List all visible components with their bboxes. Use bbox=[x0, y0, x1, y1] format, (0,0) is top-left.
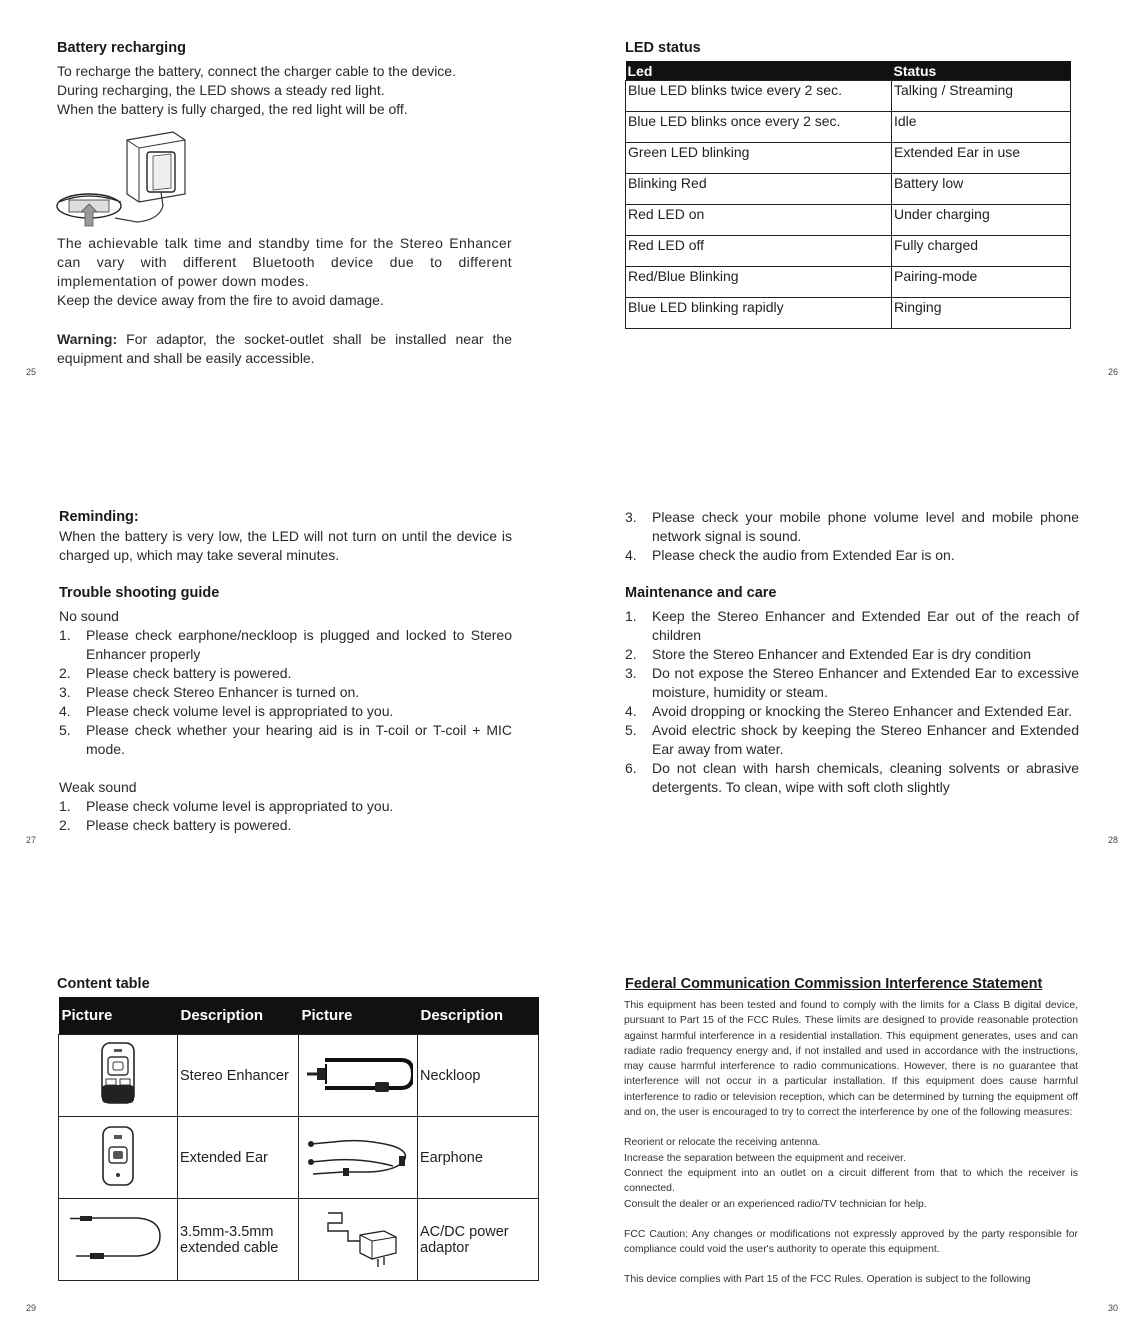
list-item: 3. Please check your mobile phone volume level and mobile phone network signal is sound. bbox=[625, 509, 1079, 544]
led-cell: Green LED blinking bbox=[626, 143, 892, 174]
list-item: 4. Please check volume level is appropriated to you. bbox=[59, 703, 394, 719]
neckloop-icon bbox=[303, 1054, 413, 1094]
neckloop-description: Neckloop bbox=[418, 1035, 539, 1117]
reminding-heading: Reminding: bbox=[59, 509, 139, 525]
table-row bbox=[626, 112, 1071, 143]
fcc-heading: Federal Communication Commission Interference Statement bbox=[625, 976, 1043, 992]
stereo-enhancer-description: Stereo Enhancer bbox=[178, 1035, 299, 1117]
warning-label: Warning: bbox=[57, 331, 118, 347]
led-status-table bbox=[625, 61, 1071, 329]
list-item: 1. Keep the Stereo Enhancer and Extended Ear out of the reach of children bbox=[625, 608, 1079, 643]
battery-recharging-text bbox=[57, 62, 527, 119]
extended-cable-icon bbox=[68, 1210, 168, 1266]
fcc-statement bbox=[624, 998, 1078, 1288]
picture-column-header: Picture bbox=[299, 997, 418, 1035]
status-cell: Talking / Streaming bbox=[892, 81, 1071, 112]
table-row bbox=[59, 1035, 539, 1117]
adaptor-warning-paragraph bbox=[57, 330, 512, 368]
status-cell: Fully charged bbox=[892, 236, 1071, 267]
fcc-measure: Increase the separation between the equipment and receiver. bbox=[624, 1152, 906, 1164]
page-number-27: 27 bbox=[26, 835, 37, 845]
fcc-measure: Reorient or relocate the receiving antenna. bbox=[624, 1137, 821, 1149]
led-cell: Red/Blue Blinking bbox=[626, 267, 892, 298]
table-row bbox=[59, 1199, 539, 1281]
table-row bbox=[626, 236, 1071, 267]
table-row bbox=[626, 298, 1071, 329]
reminding-text: When the battery is very low, the LED will not turn on until the device is charged up, which may take several minutes. bbox=[59, 528, 512, 563]
table-row bbox=[626, 205, 1071, 236]
page-number-29: 29 bbox=[26, 1303, 37, 1313]
extended-ear-icon bbox=[98, 1125, 138, 1187]
led-status-heading: LED status bbox=[625, 40, 701, 56]
content-table-heading: Content table bbox=[57, 976, 150, 992]
weak-sound-label: Weak sound bbox=[59, 779, 137, 795]
power-adaptor-picture bbox=[299, 1199, 418, 1281]
fcc-measure: Connect the equipment into an outlet on a circuit different from that to which the receiver is connected. bbox=[624, 1167, 1078, 1195]
fcc-compliance: This device complies with Part 15 of the FCC Rules. Operation is subject to the following bbox=[624, 1274, 1031, 1286]
list-item: 2. Please check battery is powered. bbox=[59, 665, 292, 681]
status-cell: Under charging bbox=[892, 205, 1071, 236]
fire-warning-paragraph: Keep the device away from the fire to avoid damage. bbox=[57, 292, 384, 308]
status-column-header: Status bbox=[892, 61, 1071, 81]
table-row bbox=[626, 174, 1071, 205]
recharge-line-3: When the battery is fully charged, the red light will be off. bbox=[57, 101, 408, 117]
trouble-shooting-heading: Trouble shooting guide bbox=[59, 585, 220, 601]
list-item: 5. Please check whether your hearing aid is in T-coil or T-coil + MIC mode. bbox=[59, 722, 512, 757]
table-row bbox=[626, 267, 1071, 298]
warning-text: For adaptor, the socket-outlet shall be installed near the equipment and shall be easily accessible. bbox=[57, 331, 512, 366]
page-number-28: 28 bbox=[1108, 835, 1119, 845]
power-adaptor-description: AC/DC power adaptor bbox=[418, 1199, 539, 1281]
led-column-header: Led bbox=[626, 61, 892, 81]
list-item: 1. Please check volume level is appropriated to you. bbox=[59, 798, 394, 814]
earphone-description: Earphone bbox=[418, 1117, 539, 1199]
picture-column-header: Picture bbox=[59, 997, 178, 1035]
no-sound-label: No sound bbox=[59, 608, 119, 624]
status-cell: Battery low bbox=[892, 174, 1071, 205]
page-number-25: 25 bbox=[26, 367, 37, 377]
earphone-picture bbox=[299, 1117, 418, 1199]
page-number-26: 26 bbox=[1108, 367, 1119, 377]
list-item: 6. Do not clean with harsh chemicals, cleaning solvents or abrasive detergents. To clean, wipe with soft cloth slightly bbox=[625, 760, 1079, 795]
list-item: 2. Please check battery is powered. bbox=[59, 817, 292, 833]
maintenance-list bbox=[625, 607, 1079, 797]
list-item: 4. Avoid dropping or knocking the Stereo Enhancer and Extended Ear. bbox=[625, 703, 1073, 719]
extended-cable-picture bbox=[59, 1199, 178, 1281]
power-adaptor-icon bbox=[308, 1207, 408, 1269]
list-item: 5. Avoid electric shock by keeping the Stereo Enhancer and Extended Ear away from water. bbox=[625, 722, 1079, 757]
status-cell: Pairing-mode bbox=[892, 267, 1071, 298]
table-row bbox=[626, 81, 1071, 112]
talk-time-paragraph: The achievable talk time and standby time for the Stereo Enhancer can vary with different Bluetooth device due to different implementation of power down modes. bbox=[57, 235, 512, 289]
charger-illustration bbox=[55, 128, 195, 228]
earphone-icon bbox=[303, 1128, 413, 1184]
table-row bbox=[59, 1117, 539, 1199]
battery-recharging-heading: Battery recharging bbox=[57, 40, 186, 56]
list-item: 2. Store the Stereo Enhancer and Extended Ear is dry condition bbox=[625, 646, 1032, 662]
description-column-header: Description bbox=[418, 997, 539, 1035]
list-item: 1. Please check earphone/neckloop is plugged and locked to Stereo Enhancer properly bbox=[59, 627, 512, 662]
description-column-header: Description bbox=[178, 997, 299, 1035]
status-cell: Ringing bbox=[892, 298, 1071, 329]
led-cell: Blue LED blinking rapidly bbox=[626, 298, 892, 329]
extended-cable-description: 3.5mm-3.5mm extended cable bbox=[178, 1199, 299, 1281]
content-table bbox=[58, 997, 539, 1281]
list-item: 4. Please check the audio from Extended Ear is on. bbox=[625, 547, 955, 563]
fcc-measure: Consult the dealer or an experienced radio/TV technician for help. bbox=[624, 1198, 927, 1210]
page-number-30: 30 bbox=[1108, 1303, 1119, 1313]
trouble-shooting-continued-list bbox=[625, 508, 1079, 565]
led-cell: Blue LED blinks twice every 2 sec. bbox=[626, 81, 892, 112]
list-item: 3. Please check Stereo Enhancer is turned on. bbox=[59, 684, 360, 700]
no-sound-list bbox=[59, 626, 512, 759]
status-cell: Extended Ear in use bbox=[892, 143, 1071, 174]
maintenance-heading: Maintenance and care bbox=[625, 585, 777, 601]
led-cell: Blue LED blinks once every 2 sec. bbox=[626, 112, 892, 143]
list-item: 3. Do not expose the Stereo Enhancer and Extended Ear to excessive moisture, humidity or steam. bbox=[625, 665, 1079, 700]
stereo-enhancer-picture bbox=[59, 1035, 178, 1117]
extended-ear-description: Extended Ear bbox=[178, 1117, 299, 1199]
stereo-enhancer-icon bbox=[96, 1041, 140, 1107]
led-cell: Blinking Red bbox=[626, 174, 892, 205]
fcc-caution: FCC Caution: Any changes or modifications not expressly approved by the party responsible for compliance could void the user's authority to operate this equipment. bbox=[624, 1228, 1078, 1256]
recharge-line-1: To recharge the battery, connect the charger cable to the device. bbox=[57, 63, 456, 79]
table-row bbox=[626, 143, 1071, 174]
led-cell: Red LED on bbox=[626, 205, 892, 236]
led-cell: Red LED off bbox=[626, 236, 892, 267]
neckloop-picture bbox=[299, 1035, 418, 1117]
status-cell: Idle bbox=[892, 112, 1071, 143]
fcc-paragraph: This equipment has been tested and found to comply with the limits for a Class B digital device, pursuant to Part 15 of the FCC Rules. These limits are designed to provide reasonable protection against harmful interference in a residential installation. This equipment generates, uses and can radiate radio frequency energy and, if not installed and used in accordance with the instructions, may cause harmful interference to radio communications. However, there is no guarantee that interference will not occur in a particular installation. If this equipment does cause harmful interference to radio or television reception, which can be determined by turning the equipment off and on, the user is encouraged to try to correct the interference by one of the following measures: bbox=[624, 1000, 1078, 1119]
extended-ear-picture bbox=[59, 1117, 178, 1199]
recharge-line-2: During recharging, the LED shows a steady red light. bbox=[57, 82, 385, 98]
weak-sound-list bbox=[59, 797, 512, 835]
